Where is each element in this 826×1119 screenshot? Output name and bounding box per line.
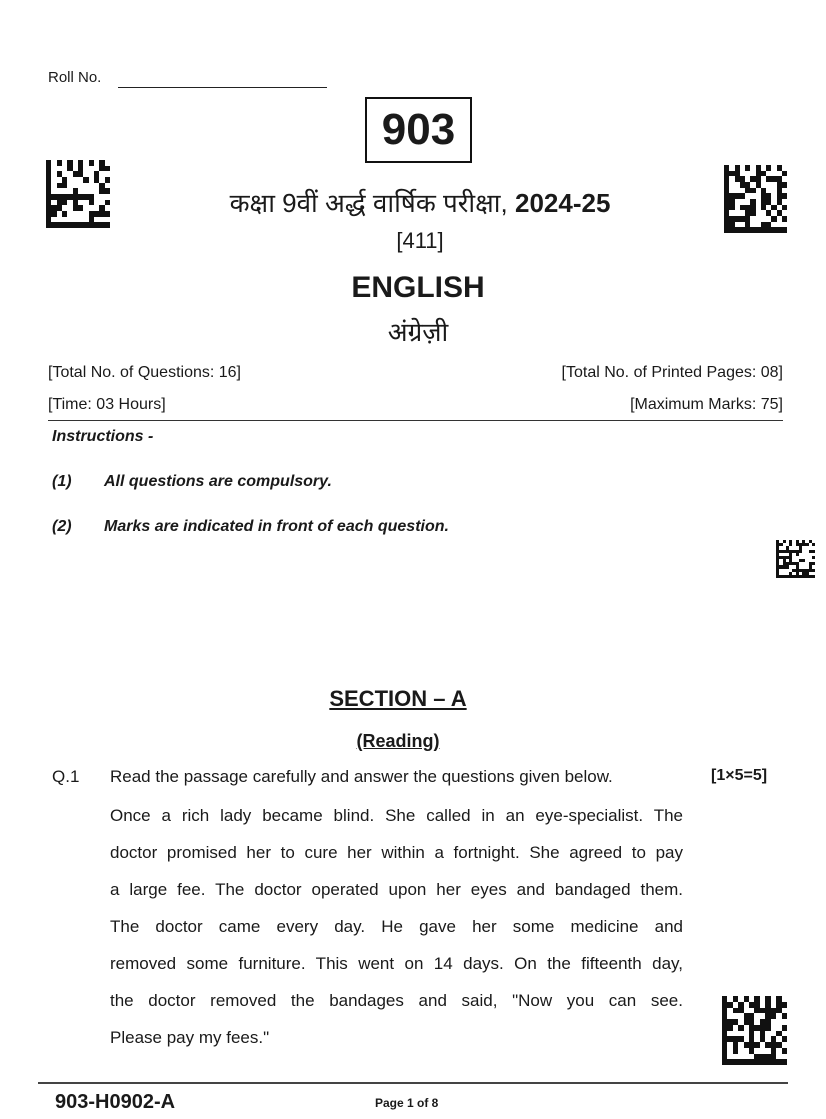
- code-module: [782, 1059, 787, 1065]
- paper-code: 903: [381, 105, 456, 154]
- paper-code-box: [365, 97, 472, 163]
- subject-title-hindi: अंग्रेज़ी: [387, 317, 449, 347]
- total-questions: [Total No. of Questions: 16]: [48, 364, 241, 381]
- subject-title: ENGLISH: [351, 271, 485, 304]
- question-number: Q.1: [52, 767, 80, 786]
- instruction-number: (2): [52, 518, 72, 535]
- passage-line: The doctor came every day. He gave her some medicine and: [110, 917, 683, 936]
- passage-line: a large fee. The doctor operated upon her eyes and bandaged them.: [110, 880, 683, 899]
- passage-line: the doctor removed the bandages and said, "Now you can see.: [110, 991, 683, 1010]
- exam-year: 2024-25: [515, 188, 611, 218]
- passage-line: removed some furniture. This went on 14 days. On the fifteenth day,: [110, 954, 683, 973]
- footer-divider: [38, 1082, 788, 1084]
- total-pages: [Total No. of Printed Pages: 08]: [561, 364, 783, 381]
- instruction-text: Marks are indicated in front of each question.: [104, 518, 449, 535]
- page-number: Page 1 of 8: [375, 1096, 439, 1110]
- datamatrix-code-bottom-right: [722, 996, 787, 1065]
- qr-code-small: [776, 540, 815, 578]
- roll-no-field[interactable]: [118, 87, 327, 88]
- instruction-text: All questions are compulsory.: [104, 473, 332, 490]
- instruction-number: (1): [52, 473, 72, 490]
- question-marks: [1×5=5]: [711, 767, 768, 784]
- code-module: [812, 575, 815, 578]
- subject-code: [411]: [396, 228, 444, 253]
- section-title: SECTION – A: [329, 686, 467, 711]
- header-divider: [48, 420, 783, 421]
- question-prompt: Read the passage carefully and answer the questions given below.: [110, 767, 613, 786]
- passage-line: Once a rich lady became blind. She called in an eye-specialist. The: [110, 806, 683, 825]
- exam-title-hindi: कक्षा 9वीं अर्द्ध वार्षिक परीक्षा,: [229, 188, 508, 218]
- passage-line: Please pay my fees.": [110, 1028, 270, 1047]
- section-subtitle: (Reading): [356, 731, 440, 751]
- max-marks: [Maximum Marks: 75]: [630, 396, 783, 413]
- footer-code: 903-H0902-A: [55, 1091, 176, 1113]
- exam-time: [Time: 03 Hours]: [48, 396, 166, 413]
- exam-title: [0, 184, 826, 220]
- roll-no-label: Roll No.: [48, 69, 102, 86]
- passage-line: doctor promised her to cure her within a fortnight. She agreed to pay: [110, 843, 683, 862]
- instructions-heading: Instructions -: [52, 428, 154, 445]
